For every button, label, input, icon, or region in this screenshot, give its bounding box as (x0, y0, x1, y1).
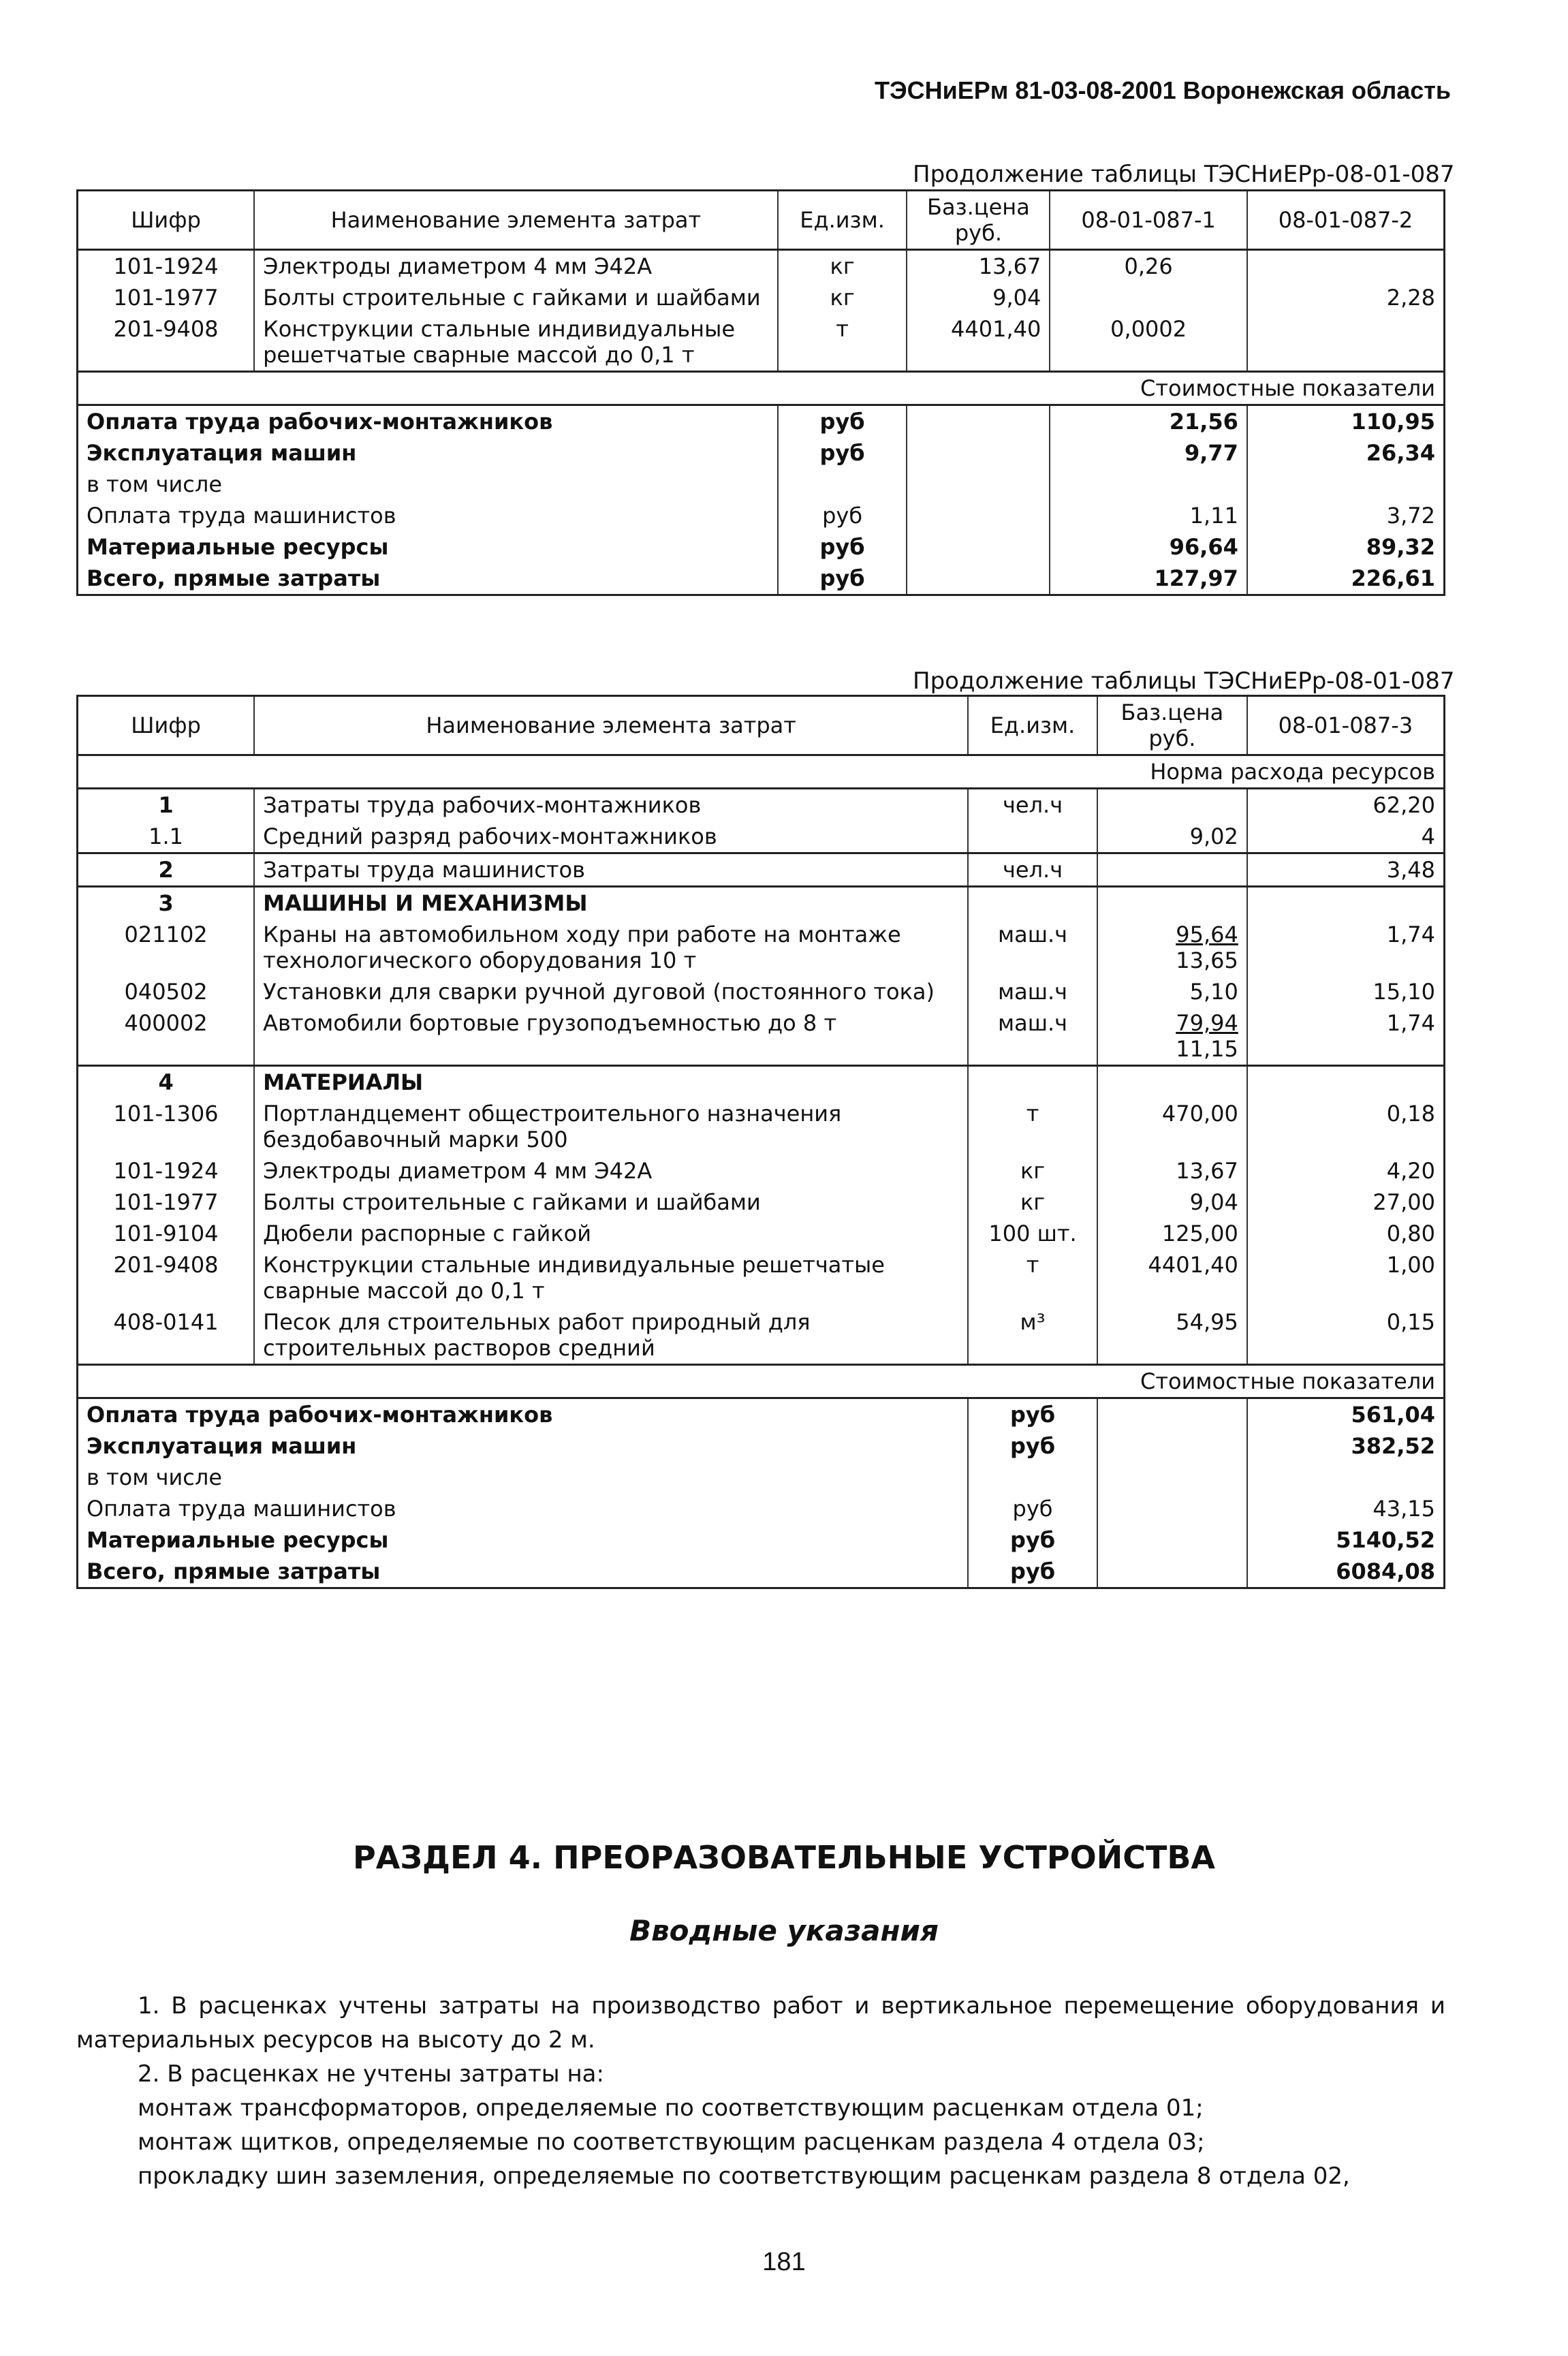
table1-col-header: Шифр (78, 191, 255, 250)
row-name: Средний разряд рабочих-монтажников (254, 821, 968, 853)
cost-unit: руб (778, 437, 907, 469)
row-code: 021102 (78, 919, 255, 976)
row-name: Портландцемент общестроительного назначения бездобавочный марки 500 (254, 1098, 968, 1155)
cost-value-2: 89,32 (1247, 531, 1445, 563)
row-value: 27,00 (1247, 1187, 1445, 1218)
row-price (1097, 1007, 1247, 1066)
cost-unit: руб (968, 1430, 1097, 1462)
row-code: 3 (78, 887, 255, 920)
table1-col-header: Наименование элемента затрат (254, 191, 778, 250)
row-unit (968, 887, 1097, 920)
table2-col-header: Шифр (78, 696, 255, 755)
cost-name: Эксплуатация машин (78, 437, 778, 469)
table-row (78, 821, 1445, 853)
cost-name: Материальные ресурсы (78, 1524, 969, 1556)
page-number: 181 (762, 2248, 806, 2276)
table-row (78, 1187, 1445, 1218)
cost-label: Стоимостные показатели (78, 1365, 1445, 1398)
cost-empty (1097, 1556, 1247, 1588)
row-code: 2 (78, 853, 255, 887)
row-name: Краны на автомобильном ходу при работе на монтаже технологического оборудования 10 т (254, 919, 968, 976)
row-value-2: 2,28 (1247, 282, 1445, 313)
row-unit: кг (968, 1187, 1097, 1218)
table-row (78, 887, 1445, 920)
row-price: 9,02 (1097, 821, 1247, 853)
table2-cost-label-row (78, 1365, 1445, 1398)
table2-caption: Продолжение таблицы ТЭСНиЕРр-08-01-087 (913, 667, 1455, 695)
row-value: 1,00 (1247, 1249, 1445, 1306)
cost-unit: руб (968, 1556, 1097, 1588)
row-price: 4401,40 (1097, 1249, 1247, 1306)
cost-row (78, 1462, 1445, 1493)
row-name: Конструкции стальные индивидуальные решетчатые сварные массой до 0,1 т (254, 1249, 968, 1306)
row-price: 4401,40 (907, 313, 1050, 372)
row-price (1097, 887, 1247, 920)
row-unit: кг (968, 1155, 1097, 1187)
paragraph-3: монтаж трансформаторов, определяемые по соответствующим расценкам отдела 01; (138, 2094, 1204, 2122)
cost-row (78, 531, 1445, 563)
table2-col-header: Ед.изм. (968, 696, 1097, 755)
paragraph-5: прокладку шин заземления, определяемые по соответствующим расценкам раздела 8 отдела 02, (138, 2163, 1350, 2190)
table-row (78, 1155, 1445, 1187)
row-name: Автомобили бортовые грузоподъемностью до 8 т (254, 1007, 968, 1066)
table-row (78, 976, 1445, 1007)
row-value: 0,18 (1247, 1098, 1445, 1155)
row-price (1097, 789, 1247, 821)
cost-name: Оплата труда машинистов (78, 1493, 969, 1524)
cost-value-2: 110,95 (1247, 405, 1445, 438)
row-unit: т (968, 1098, 1097, 1155)
cost-name: Оплата труда рабочих-монтажников (78, 405, 778, 438)
row-name: МАШИНЫ И МЕХАНИЗМЫ (254, 887, 968, 920)
table-row (78, 1306, 1445, 1365)
cost-name: Материальные ресурсы (78, 531, 778, 563)
row-value: 1,74 (1247, 1007, 1445, 1066)
norm-label: Норма расхода ресурсов (78, 755, 1445, 789)
cost-empty (907, 405, 1050, 438)
row-value-1: 0,26 (1050, 250, 1247, 283)
table1-col-header: Ед.изм. (778, 191, 907, 250)
table-row (78, 1007, 1445, 1066)
paragraph-4: монтаж щитков, определяемые по соответствующим расценкам раздела 4 отдела 03; (138, 2129, 1205, 2156)
table2-norm-label-row (78, 755, 1445, 789)
cost-unit: руб (778, 563, 907, 595)
cost-empty (1097, 1462, 1247, 1493)
cost-row (78, 469, 1445, 500)
cost-value: 382,52 (1247, 1430, 1445, 1462)
row-price: 54,95 (1097, 1306, 1247, 1365)
row-value-2 (1247, 313, 1445, 372)
cost-empty (1097, 1430, 1247, 1462)
row-name: Затраты труда рабочих-монтажников (254, 789, 968, 821)
row-value: 4 (1247, 821, 1445, 853)
row-value: 1,74 (1247, 919, 1445, 976)
row-name: Конструкции стальные индивидуальные решетчатые сварные массой до 0,1 т (254, 313, 778, 372)
cost-empty (1097, 1493, 1247, 1524)
cost-value-1: 21,56 (1050, 405, 1247, 438)
cost-name: в том числе (78, 1462, 969, 1493)
table2-col-header: Баз.цена руб. (1097, 696, 1247, 755)
table1 (76, 189, 1445, 596)
paragraph-1: 1. В расценках учтены затраты на производство работ и вертикальное перемещение оборудования и материальных ресурсов на высоту до 2 м. (76, 1992, 1445, 2054)
row-price: 13,67 (907, 250, 1050, 283)
row-name: Болты строительные с гайками и шайбами (254, 282, 778, 313)
cost-value-1: 9,77 (1050, 437, 1247, 469)
cost-row (78, 1556, 1445, 1588)
cost-unit (968, 1462, 1097, 1493)
cost-name: Оплата труда машинистов (78, 500, 778, 531)
row-price: 5,10 (1097, 976, 1247, 1007)
row-name: Электроды диаметром 4 мм Э42А (254, 1155, 968, 1187)
cost-name: Всего, прямые затраты (78, 1556, 969, 1588)
page-header: ТЭСНиЕРм 81-03-08-2001 Воронежская область (875, 76, 1451, 104)
row-code: 1 (78, 789, 255, 821)
row-unit (968, 1066, 1097, 1099)
row-name: Электроды диаметром 4 мм Э42А (254, 250, 778, 283)
row-price (1097, 919, 1247, 976)
row-code: 201-9408 (78, 313, 255, 372)
cost-unit: руб (968, 1524, 1097, 1556)
row-name: МАТЕРИАЛЫ (254, 1066, 968, 1099)
cost-value (1247, 1462, 1445, 1493)
row-name: Установки для сварки ручной дуговой (постоянного тока) (254, 976, 968, 1007)
table1-col-header: 08-01-087-1 (1050, 191, 1247, 250)
table-row (78, 853, 1445, 887)
row-price: 125,00 (1097, 1218, 1247, 1249)
cost-row (78, 1430, 1445, 1462)
table-row (78, 313, 1445, 372)
cost-value: 43,15 (1247, 1493, 1445, 1524)
row-name: Болты строительные с гайками и шайбами (254, 1187, 968, 1218)
row-unit: маш.ч (968, 919, 1097, 976)
table1-col-header: Баз.цена руб. (907, 191, 1050, 250)
row-value: 4,20 (1247, 1155, 1445, 1187)
row-code: 101-1977 (78, 1187, 255, 1218)
row-code: 201-9408 (78, 1249, 255, 1306)
row-code: 101-1924 (78, 1155, 255, 1187)
cost-value-2: 226,61 (1247, 563, 1445, 595)
subsection-title: Вводные указания (629, 1914, 939, 1947)
row-unit: 100 шт. (968, 1218, 1097, 1249)
cost-value-1 (1050, 469, 1247, 500)
cost-empty (907, 500, 1050, 531)
row-price: 9,04 (907, 282, 1050, 313)
table-row (78, 1066, 1445, 1099)
section-title: РАЗДЕЛ 4. ПРЕОРАЗОВАТЕЛЬНЫЕ УСТРОЙСТВА (353, 1839, 1215, 1876)
row-name: Затраты труда машинистов (254, 853, 968, 887)
cost-name: Всего, прямые затраты (78, 563, 778, 595)
price-value: 95,64 (1176, 922, 1238, 947)
row-value: 15,10 (1247, 976, 1445, 1007)
cost-unit: руб (778, 531, 907, 563)
cost-unit (778, 469, 907, 500)
price-value: 79,94 (1176, 1010, 1238, 1036)
row-code: 101-9104 (78, 1218, 255, 1249)
cost-empty (907, 531, 1050, 563)
cost-row (78, 437, 1445, 469)
table-row (78, 282, 1445, 313)
cost-value: 6084,08 (1247, 1556, 1445, 1588)
table1-header-row (78, 191, 1445, 250)
row-code: 040502 (78, 976, 255, 1007)
row-unit: маш.ч (968, 976, 1097, 1007)
row-value: 62,20 (1247, 789, 1445, 821)
table1-caption: Продолжение таблицы ТЭСНиЕРр-08-01-087 (913, 161, 1455, 188)
table2-col-header: 08-01-087-3 (1247, 696, 1445, 755)
row-unit: чел.ч (968, 789, 1097, 821)
cost-row (78, 1398, 1445, 1431)
table1-col-header: 08-01-087-2 (1247, 191, 1445, 250)
row-value-1 (1050, 282, 1247, 313)
cost-unit: руб (968, 1398, 1097, 1431)
row-unit: кг (778, 282, 907, 313)
cost-row (78, 1524, 1445, 1556)
row-price: 470,00 (1097, 1098, 1247, 1155)
cost-value: 5140,52 (1247, 1524, 1445, 1556)
cost-name: Эксплуатация машин (78, 1430, 969, 1462)
row-unit: кг (778, 250, 907, 283)
table-row (78, 1249, 1445, 1306)
row-unit: м³ (968, 1306, 1097, 1365)
table2-header-row (78, 696, 1445, 755)
paragraph-2: 2. В расценках не учтены затраты на: (138, 2060, 604, 2088)
row-value-2 (1247, 250, 1445, 283)
cost-value-2: 3,72 (1247, 500, 1445, 531)
cost-row (78, 500, 1445, 531)
row-code: 101-1977 (78, 282, 255, 313)
cost-name: в том числе (78, 469, 778, 500)
table-row (78, 250, 1445, 283)
row-value: 3,48 (1247, 853, 1445, 887)
row-price: 13,67 (1097, 1155, 1247, 1187)
row-price (1097, 853, 1247, 887)
cost-empty (907, 437, 1050, 469)
row-value (1247, 1066, 1445, 1099)
row-name: Дюбели распорные с гайкой (254, 1218, 968, 1249)
cost-row (78, 405, 1445, 438)
row-price: 9,04 (1097, 1187, 1247, 1218)
cost-empty (907, 563, 1050, 595)
cost-value-2: 26,34 (1247, 437, 1445, 469)
table-row (78, 1098, 1445, 1155)
row-unit: т (968, 1249, 1097, 1306)
cost-unit: руб (778, 500, 907, 531)
cost-value-2 (1247, 469, 1445, 500)
table-row (78, 1218, 1445, 1249)
cost-unit: руб (968, 1493, 1097, 1524)
row-unit: маш.ч (968, 1007, 1097, 1066)
row-value: 0,80 (1247, 1218, 1445, 1249)
cost-row (78, 563, 1445, 595)
cost-label: Стоимостные показатели (78, 372, 1445, 405)
cost-empty (1097, 1398, 1247, 1431)
row-code: 1.1 (78, 821, 255, 853)
row-code: 400002 (78, 1007, 255, 1066)
row-code: 101-1924 (78, 250, 255, 283)
cost-empty (1097, 1524, 1247, 1556)
table2-col-header: Наименование элемента затрат (254, 696, 968, 755)
table-row (78, 919, 1445, 976)
row-unit (968, 821, 1097, 853)
row-code: 101-1306 (78, 1098, 255, 1155)
table2 (76, 695, 1445, 1589)
cost-value: 561,04 (1247, 1398, 1445, 1431)
table-row (78, 789, 1445, 821)
price-value-2: 11,15 (1176, 1036, 1238, 1062)
price-value-2: 13,65 (1176, 947, 1238, 973)
row-unit: т (778, 313, 907, 372)
cost-empty (907, 469, 1050, 500)
cost-unit: руб (778, 405, 907, 438)
row-value (1247, 887, 1445, 920)
row-code: 4 (78, 1066, 255, 1099)
cost-value-1: 96,64 (1050, 531, 1247, 563)
cost-value-1: 1,11 (1050, 500, 1247, 531)
row-code: 408-0141 (78, 1306, 255, 1365)
row-price (1097, 1066, 1247, 1099)
row-name: Песок для строительных работ природный для строительных растворов средний (254, 1306, 968, 1365)
row-value-1: 0,0002 (1050, 313, 1247, 372)
table1-cost-label-row (78, 372, 1445, 405)
cost-value-1: 127,97 (1050, 563, 1247, 595)
cost-name: Оплата труда рабочих-монтажников (78, 1398, 969, 1431)
cost-row (78, 1493, 1445, 1524)
row-value: 0,15 (1247, 1306, 1445, 1365)
row-unit: чел.ч (968, 853, 1097, 887)
